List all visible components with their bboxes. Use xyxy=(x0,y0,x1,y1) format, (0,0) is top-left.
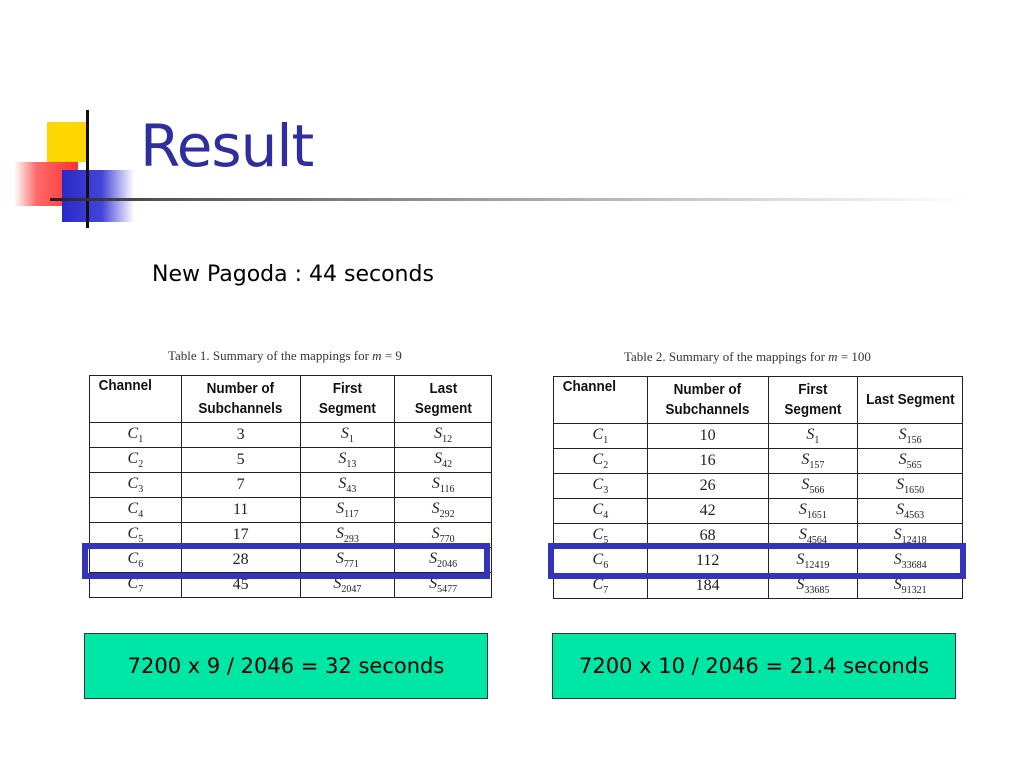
channel-cell xyxy=(90,448,182,473)
cell-value: C xyxy=(592,550,604,568)
cell-subscript: 770 xyxy=(439,534,455,546)
cell-value: S xyxy=(335,549,344,567)
cell-value: S xyxy=(431,524,440,542)
first-segment-cell xyxy=(300,473,395,498)
cell-value: C xyxy=(592,425,604,443)
caption-variable: m xyxy=(372,348,382,363)
channel-cell xyxy=(554,424,648,449)
cell-subscript: 116 xyxy=(439,484,455,496)
cell-value: S xyxy=(806,425,815,443)
cell-subscript: 1 xyxy=(348,434,354,446)
cell-subscript: 565 xyxy=(906,460,922,472)
cell-subscript: 156 xyxy=(906,435,922,447)
cell-subscript: 2 xyxy=(138,459,144,471)
channel-cell xyxy=(554,474,648,499)
cell-value: 112 xyxy=(695,552,720,569)
cell-value: S xyxy=(796,550,805,568)
title-decoration-blue xyxy=(62,170,134,222)
first-segment-cell xyxy=(300,448,395,473)
table-row xyxy=(554,424,963,449)
cell-subscript: 293 xyxy=(343,534,359,546)
column-header: First Segment xyxy=(305,376,390,423)
last-segment-cell xyxy=(858,424,963,449)
cell-subscript: 7 xyxy=(603,585,609,597)
cell-value: 16 xyxy=(699,452,716,469)
last-segment-cell xyxy=(395,473,492,498)
cell-value: S xyxy=(338,474,347,492)
cell-subscript: 1650 xyxy=(904,485,925,497)
cell-subscript: 1 xyxy=(603,435,609,447)
cell-value: C xyxy=(127,449,139,467)
cell-value: 45 xyxy=(232,576,249,593)
cell-value: S xyxy=(434,424,443,442)
first-segment-cell xyxy=(300,498,395,523)
cell-subscript: 771 xyxy=(343,559,359,571)
first-segment-cell xyxy=(768,499,858,524)
cell-subscript: 1 xyxy=(138,434,144,446)
cell-value: S xyxy=(896,500,905,518)
cell-value: 42 xyxy=(699,502,716,519)
cell-subscript: 566 xyxy=(809,485,825,497)
cell-subscript: 117 xyxy=(344,509,359,521)
cell-value: 17 xyxy=(232,526,249,543)
last-segment-cell xyxy=(858,499,963,524)
cell-subscript: 2046 xyxy=(437,559,458,571)
caption-text: Table 2. Summary of the mappings for xyxy=(624,349,829,364)
cell-value: S xyxy=(893,525,902,543)
subchannel-count-cell xyxy=(647,449,768,474)
channel-cell xyxy=(90,498,182,523)
title-decoration-yellow xyxy=(47,122,87,162)
cell-value: S xyxy=(429,549,438,567)
cell-subscript: 5477 xyxy=(437,584,458,596)
column-header: First Segment xyxy=(773,377,854,424)
cell-subscript: 33684 xyxy=(901,560,927,572)
first-segment-cell xyxy=(768,424,858,449)
cell-subscript: 3 xyxy=(603,485,609,497)
caption-text: Table 1. Summary of the mappings for xyxy=(168,348,373,363)
cell-subscript: 4564 xyxy=(806,535,827,547)
last-segment-cell xyxy=(395,423,492,448)
cell-value: S xyxy=(336,499,345,517)
column-header: Last Segment xyxy=(863,377,957,424)
subchannel-count-cell xyxy=(181,423,300,448)
channel-cell xyxy=(554,449,648,474)
cell-value: S xyxy=(796,575,805,593)
cell-value: S xyxy=(898,425,907,443)
cell-subscript: 292 xyxy=(439,509,455,521)
cell-value: 184 xyxy=(695,577,720,594)
column-header: Number of Subchannels xyxy=(187,376,294,423)
caption-suffix: = 9 xyxy=(381,348,402,363)
subchannel-count-cell xyxy=(647,474,768,499)
cell-value: 26 xyxy=(699,477,716,494)
cell-value: S xyxy=(340,424,349,442)
cell-value: S xyxy=(893,550,902,568)
cell-subscript: 5 xyxy=(603,535,609,547)
table-row xyxy=(554,474,963,499)
cell-value: 7 xyxy=(236,476,245,493)
channel-cell xyxy=(90,423,182,448)
cell-value: C xyxy=(127,574,139,592)
cell-subscript: 4 xyxy=(138,509,144,521)
table-2-row-highlight xyxy=(548,543,966,579)
cell-subscript: 1651 xyxy=(806,510,827,522)
caption-suffix: = 100 xyxy=(837,349,871,364)
first-segment-cell xyxy=(300,423,395,448)
title-underline xyxy=(50,198,970,201)
first-segment-cell xyxy=(768,449,858,474)
column-header: Channel xyxy=(94,376,177,423)
cell-subscript: 2047 xyxy=(341,584,362,596)
result-box-1: 7200 x 9 / 2046 = 32 seconds xyxy=(84,633,488,699)
cell-value: S xyxy=(798,500,807,518)
cell-subscript: 4563 xyxy=(904,510,925,522)
cell-value: S xyxy=(431,499,440,517)
caption-variable: m xyxy=(828,349,838,364)
cell-subscript: 5 xyxy=(138,534,144,546)
cell-value: C xyxy=(127,424,139,442)
cell-subscript: 12418 xyxy=(901,535,927,547)
cell-subscript: 7 xyxy=(138,584,144,596)
table-1-caption xyxy=(168,348,402,364)
slide-subtitle: New Pagoda : 44 seconds xyxy=(152,262,434,287)
cell-value: S xyxy=(429,574,438,592)
result-box-2: 7200 x 10 / 2046 = 21.4 seconds xyxy=(552,633,956,699)
table-row xyxy=(90,473,492,498)
cell-value: S xyxy=(893,575,902,593)
channel-cell xyxy=(90,473,182,498)
cell-value: S xyxy=(801,450,810,468)
cell-subscript: 12 xyxy=(442,434,453,446)
cell-value: C xyxy=(127,474,139,492)
cell-subscript: 157 xyxy=(809,460,825,472)
title-decoration-vertical-line xyxy=(86,110,89,228)
last-segment-cell xyxy=(395,448,492,473)
cell-value: C xyxy=(592,525,604,543)
column-header: Number of Subchannels xyxy=(653,377,762,424)
cell-value: S xyxy=(431,474,440,492)
table-row xyxy=(554,449,963,474)
table-row xyxy=(554,499,963,524)
subchannel-count-cell xyxy=(181,498,300,523)
cell-value: C xyxy=(127,499,139,517)
cell-value: 5 xyxy=(236,451,245,468)
table-row xyxy=(90,498,492,523)
column-header: Channel xyxy=(558,377,642,424)
cell-subscript: 12419 xyxy=(804,560,830,572)
cell-value: C xyxy=(592,450,604,468)
last-segment-cell xyxy=(858,474,963,499)
cell-value: S xyxy=(335,524,344,542)
cell-value: S xyxy=(338,449,347,467)
subchannel-count-cell xyxy=(181,448,300,473)
subchannel-count-cell xyxy=(647,424,768,449)
last-segment-cell xyxy=(858,449,963,474)
cell-value: S xyxy=(333,574,342,592)
table-row xyxy=(90,423,492,448)
slide-title: Result xyxy=(140,112,314,180)
cell-value: S xyxy=(798,525,807,543)
cell-subscript: 42 xyxy=(442,459,453,471)
table-row xyxy=(90,448,492,473)
cell-value: C xyxy=(127,549,139,567)
cell-subscript: 3 xyxy=(138,484,144,496)
cell-value: C xyxy=(592,575,604,593)
cell-value: 3 xyxy=(236,426,245,443)
cell-subscript: 91321 xyxy=(901,585,927,597)
table-1-row-highlight xyxy=(82,543,490,579)
cell-value: S xyxy=(434,449,443,467)
cell-subscript: 6 xyxy=(138,559,144,571)
cell-subscript: 43 xyxy=(346,484,357,496)
cell-subscript: 1 xyxy=(814,435,820,447)
cell-value: C xyxy=(592,475,604,493)
cell-value: 68 xyxy=(699,527,716,544)
subchannel-count-cell xyxy=(181,473,300,498)
cell-subscript: 33685 xyxy=(804,585,830,597)
last-segment-cell xyxy=(395,498,492,523)
cell-value: C xyxy=(592,500,604,518)
cell-subscript: 13 xyxy=(346,459,357,471)
cell-value: S xyxy=(898,450,907,468)
first-segment-cell xyxy=(768,474,858,499)
table-header-row xyxy=(554,377,963,424)
cell-value: C xyxy=(127,524,139,542)
cell-subscript: 2 xyxy=(603,460,609,472)
cell-value: 28 xyxy=(232,551,249,568)
cell-value: 11 xyxy=(232,501,249,518)
channel-cell xyxy=(554,499,648,524)
subchannel-count-cell xyxy=(647,499,768,524)
column-header: Last Segment xyxy=(400,376,487,423)
cell-value: S xyxy=(896,475,905,493)
cell-subscript: 4 xyxy=(603,510,609,522)
table-2-caption xyxy=(624,349,871,365)
cell-value: S xyxy=(801,475,810,493)
cell-subscript: 6 xyxy=(603,560,609,572)
table-header-row xyxy=(90,376,492,423)
cell-value: 10 xyxy=(699,427,716,444)
